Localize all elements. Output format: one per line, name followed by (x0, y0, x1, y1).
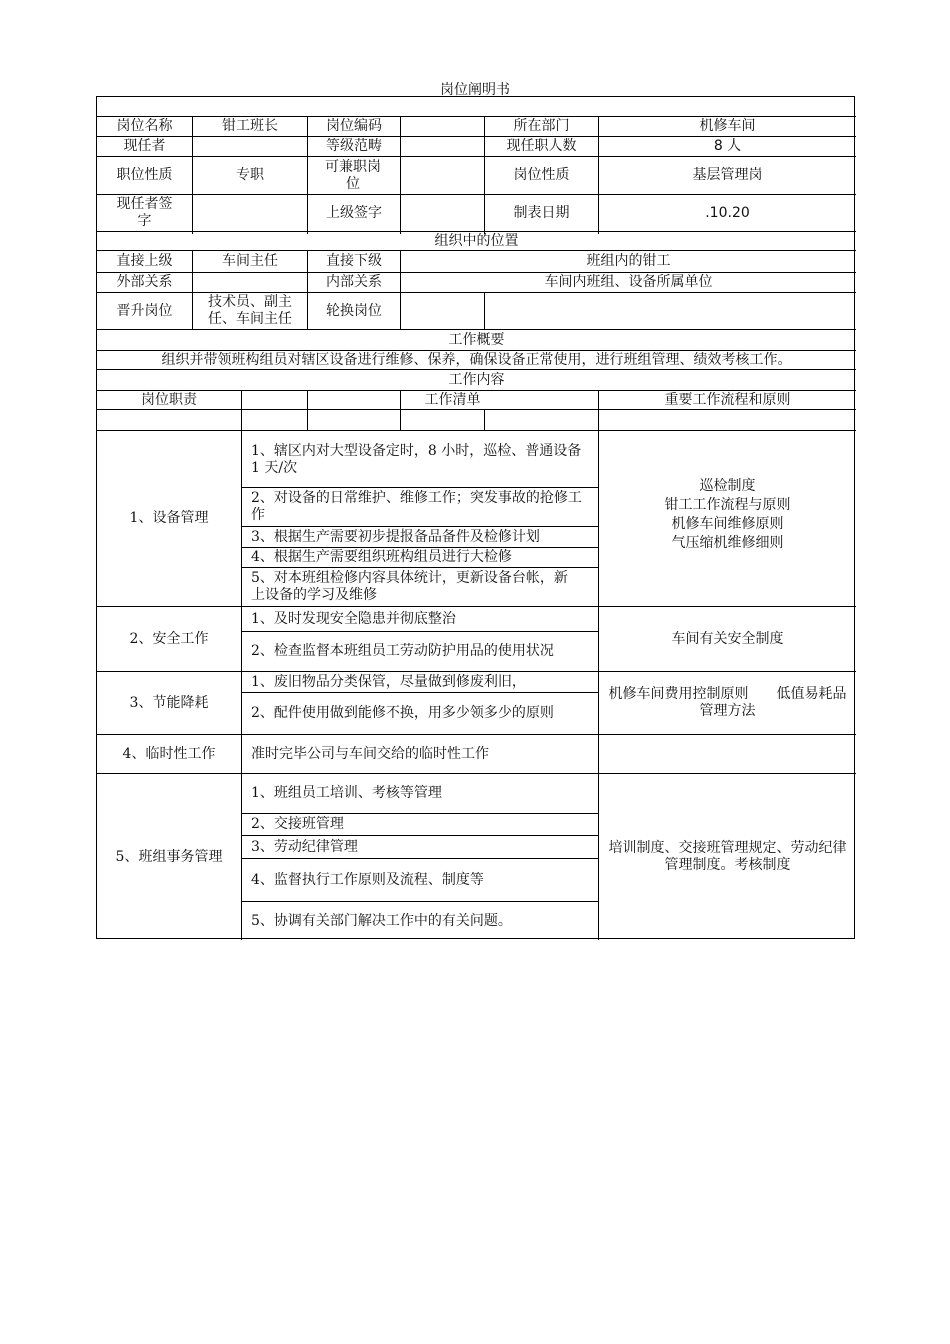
col-header-process: 重要工作流程和原则 (664, 391, 791, 408)
label-internal: 内部关系 (326, 274, 382, 290)
value-position-code (401, 117, 484, 136)
value-headcount: 8 人 (713, 138, 742, 154)
label-signature: 现任者签字 (116, 196, 173, 229)
process-item: 巡检制度 (699, 478, 756, 494)
value-rotation (401, 293, 484, 329)
value-position-name: 钳工班长 (222, 118, 278, 134)
value-post-nature: 基层管理岗 (692, 167, 763, 183)
value-superior-signature (401, 195, 484, 231)
label-position-code: 岗位编码 (326, 118, 382, 134)
section-work-content: 工作内容 (448, 371, 505, 388)
process-item: 培训制度、交接班管理规定、劳动纪律管理制度。考核制度 (608, 840, 847, 873)
value-external (193, 273, 307, 292)
process-item: 车间有关安全制度 (671, 630, 784, 647)
value-job-nature: 专职 (236, 167, 264, 183)
label-post-nature: 岗位性质 (513, 167, 570, 183)
col-header-duty: 岗位职责 (141, 391, 197, 408)
label-rotation: 轮换岗位 (326, 302, 382, 319)
label-position-name: 岗位名称 (116, 118, 173, 134)
duty-item: 4、监督执行工作原则及流程、制度等 (251, 871, 484, 888)
label-job-nature: 职位性质 (116, 167, 173, 183)
duty-item: 2、配件使用做到能修不换，用多少领多少的原则 (251, 705, 554, 721)
label-direct-subordinate: 直接下级 (326, 253, 382, 269)
duty-title: 1、设备管理 (129, 510, 209, 526)
label-superior-signature: 上级签字 (326, 204, 382, 221)
label-department: 所在部门 (513, 118, 570, 134)
label-promotion: 晋升岗位 (116, 302, 173, 319)
process-item: 钳工工作流程与原则 (664, 497, 791, 513)
value-concurrent (401, 157, 484, 194)
section-overview: 工作概要 (448, 331, 505, 348)
value-promotion: 技术员、副主任、车间主任 (208, 294, 292, 327)
value-internal: 车间内班组、设备所属单位 (544, 274, 713, 290)
label-headcount: 现任职人数 (506, 138, 577, 154)
duty-title: 2、安全工作 (129, 630, 209, 647)
duty-item: 5、协调有关部门解决工作中的有关问题。 (251, 912, 512, 929)
label-incumbent: 现任者 (123, 138, 166, 154)
label-grade: 等级范畴 (326, 138, 382, 154)
duty-title: 4、临时性工作 (122, 745, 216, 762)
section-org-position: 组织中的位置 (434, 232, 519, 249)
value-signature (193, 195, 307, 231)
duty-item: 3、劳动纪律管理 (251, 838, 358, 855)
duty-item: 2、交接班管理 (251, 816, 344, 832)
duty-item: 4、根据生产需要组织班构组员进行大检修 (251, 549, 512, 565)
duty-item: 3、根据生产需要初步提报备品备件及检修计划 (251, 528, 540, 545)
value-grade (401, 137, 484, 156)
duty-item: 1、辖区内对大型设备定时，8 小时，巡检、普通设备 1 天/次 (251, 442, 582, 476)
duty-item: 1、及时发现安全隐患并彻底整治 (251, 610, 456, 627)
document-title: 岗位阐明书 (440, 82, 510, 98)
label-concurrent: 可兼职岗位 (325, 158, 381, 192)
col-header-list: 工作清单 (424, 391, 481, 408)
value-incumbent (193, 137, 307, 156)
job-description-table (96, 96, 855, 939)
process-item: 机修车间维修原则 (671, 516, 784, 532)
duty-item: 5、对本班组检修内容具体统计，更新设备台帐，新上设备的学习及维修 (251, 570, 568, 603)
duty-title: 3、节能降耗 (129, 694, 209, 711)
process-item: 气压缩机维修细则 (671, 535, 784, 551)
duty-item: 准时完毕公司与车间交给的临时性工作 (251, 745, 489, 762)
overview-text: 组织并带领班构组员对辖区设备进行维修、保养，确保设备正常使用，进行班组管理、绩效考核工作。 (161, 351, 792, 368)
value-form-date: .10.20 (705, 204, 750, 221)
duty-item: 2、对设备的日常维护、维修工作；突发事故的抢修工作 (251, 490, 582, 523)
label-external: 外部关系 (116, 274, 173, 290)
duty-item: 1、班组员工培训、考核等管理 (251, 785, 442, 801)
process-item: 机修车间费用控制原则 低值易耗品管理方法 (608, 686, 847, 719)
value-direct-subordinate: 班组内的钳工 (586, 253, 671, 269)
label-direct-superior: 直接上级 (116, 253, 173, 269)
duty-title: 5、班组事务管理 (115, 848, 223, 865)
duty-item: 2、检查监督本班组员工劳动防护用品的使用状况 (251, 643, 554, 659)
value-department: 机修车间 (699, 118, 756, 134)
value-direct-superior: 车间主任 (222, 253, 278, 269)
duty-item: 1、废旧物品分类保管，尽量做到修废利旧， (251, 673, 526, 690)
label-form-date: 制表日期 (513, 204, 570, 221)
